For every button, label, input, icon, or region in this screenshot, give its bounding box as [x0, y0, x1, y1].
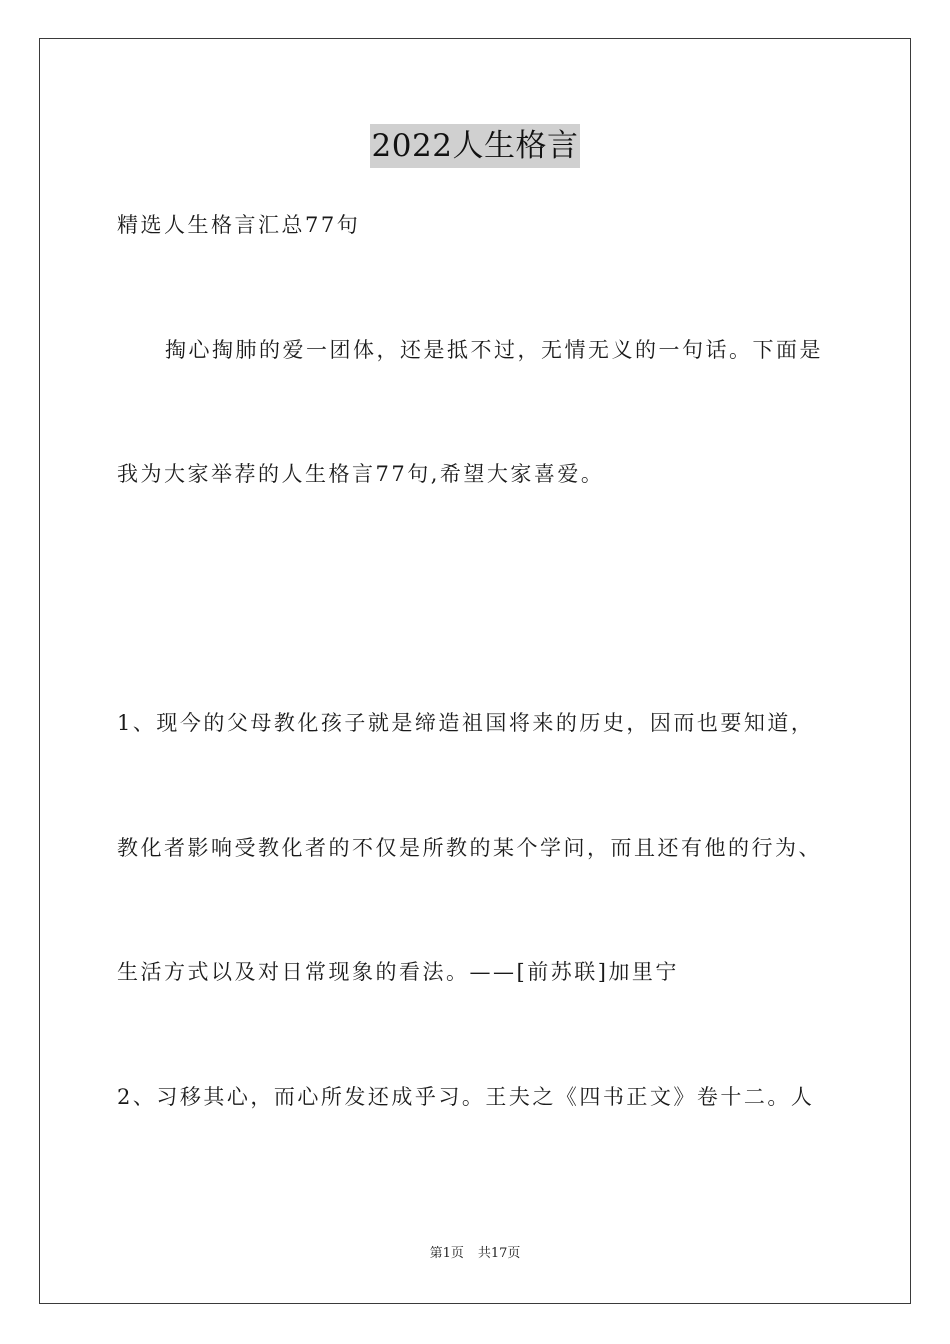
intro-paragraph-line-1: 掏心掏肺的爱一团体，还是抵不过，无情无义的一句话。下面是: [165, 338, 823, 362]
document-title: 2022人生格言: [370, 124, 581, 168]
page-number-total: 共17页: [477, 1246, 521, 1261]
title-container: [0, 124, 950, 168]
quote-1-line-1: 1、现今的父母教化孩子就是缔造祖国将来的历史，因而也要知道，: [117, 711, 815, 735]
intro-paragraph-line-2: 我为大家举荐的人生格言77句,希望大家喜爱。: [117, 462, 605, 486]
quote-1-line-2: 教化者影响受教化者的不仅是所教的某个学问，而且还有他的行为、: [117, 836, 822, 860]
quote-2-line-1: 2、习移其心，而心所发还成乎习。王夫之《四书正文》卷十二。人: [117, 1085, 815, 1109]
document-subtitle: 精选人生格言汇总77句: [117, 213, 361, 237]
quote-1-line-3: 生活方式以及对日常现象的看法。——[前苏联]加里宁: [117, 960, 679, 984]
page-number-current: 第1页: [429, 1246, 464, 1261]
page-footer: [0, 1244, 950, 1264]
